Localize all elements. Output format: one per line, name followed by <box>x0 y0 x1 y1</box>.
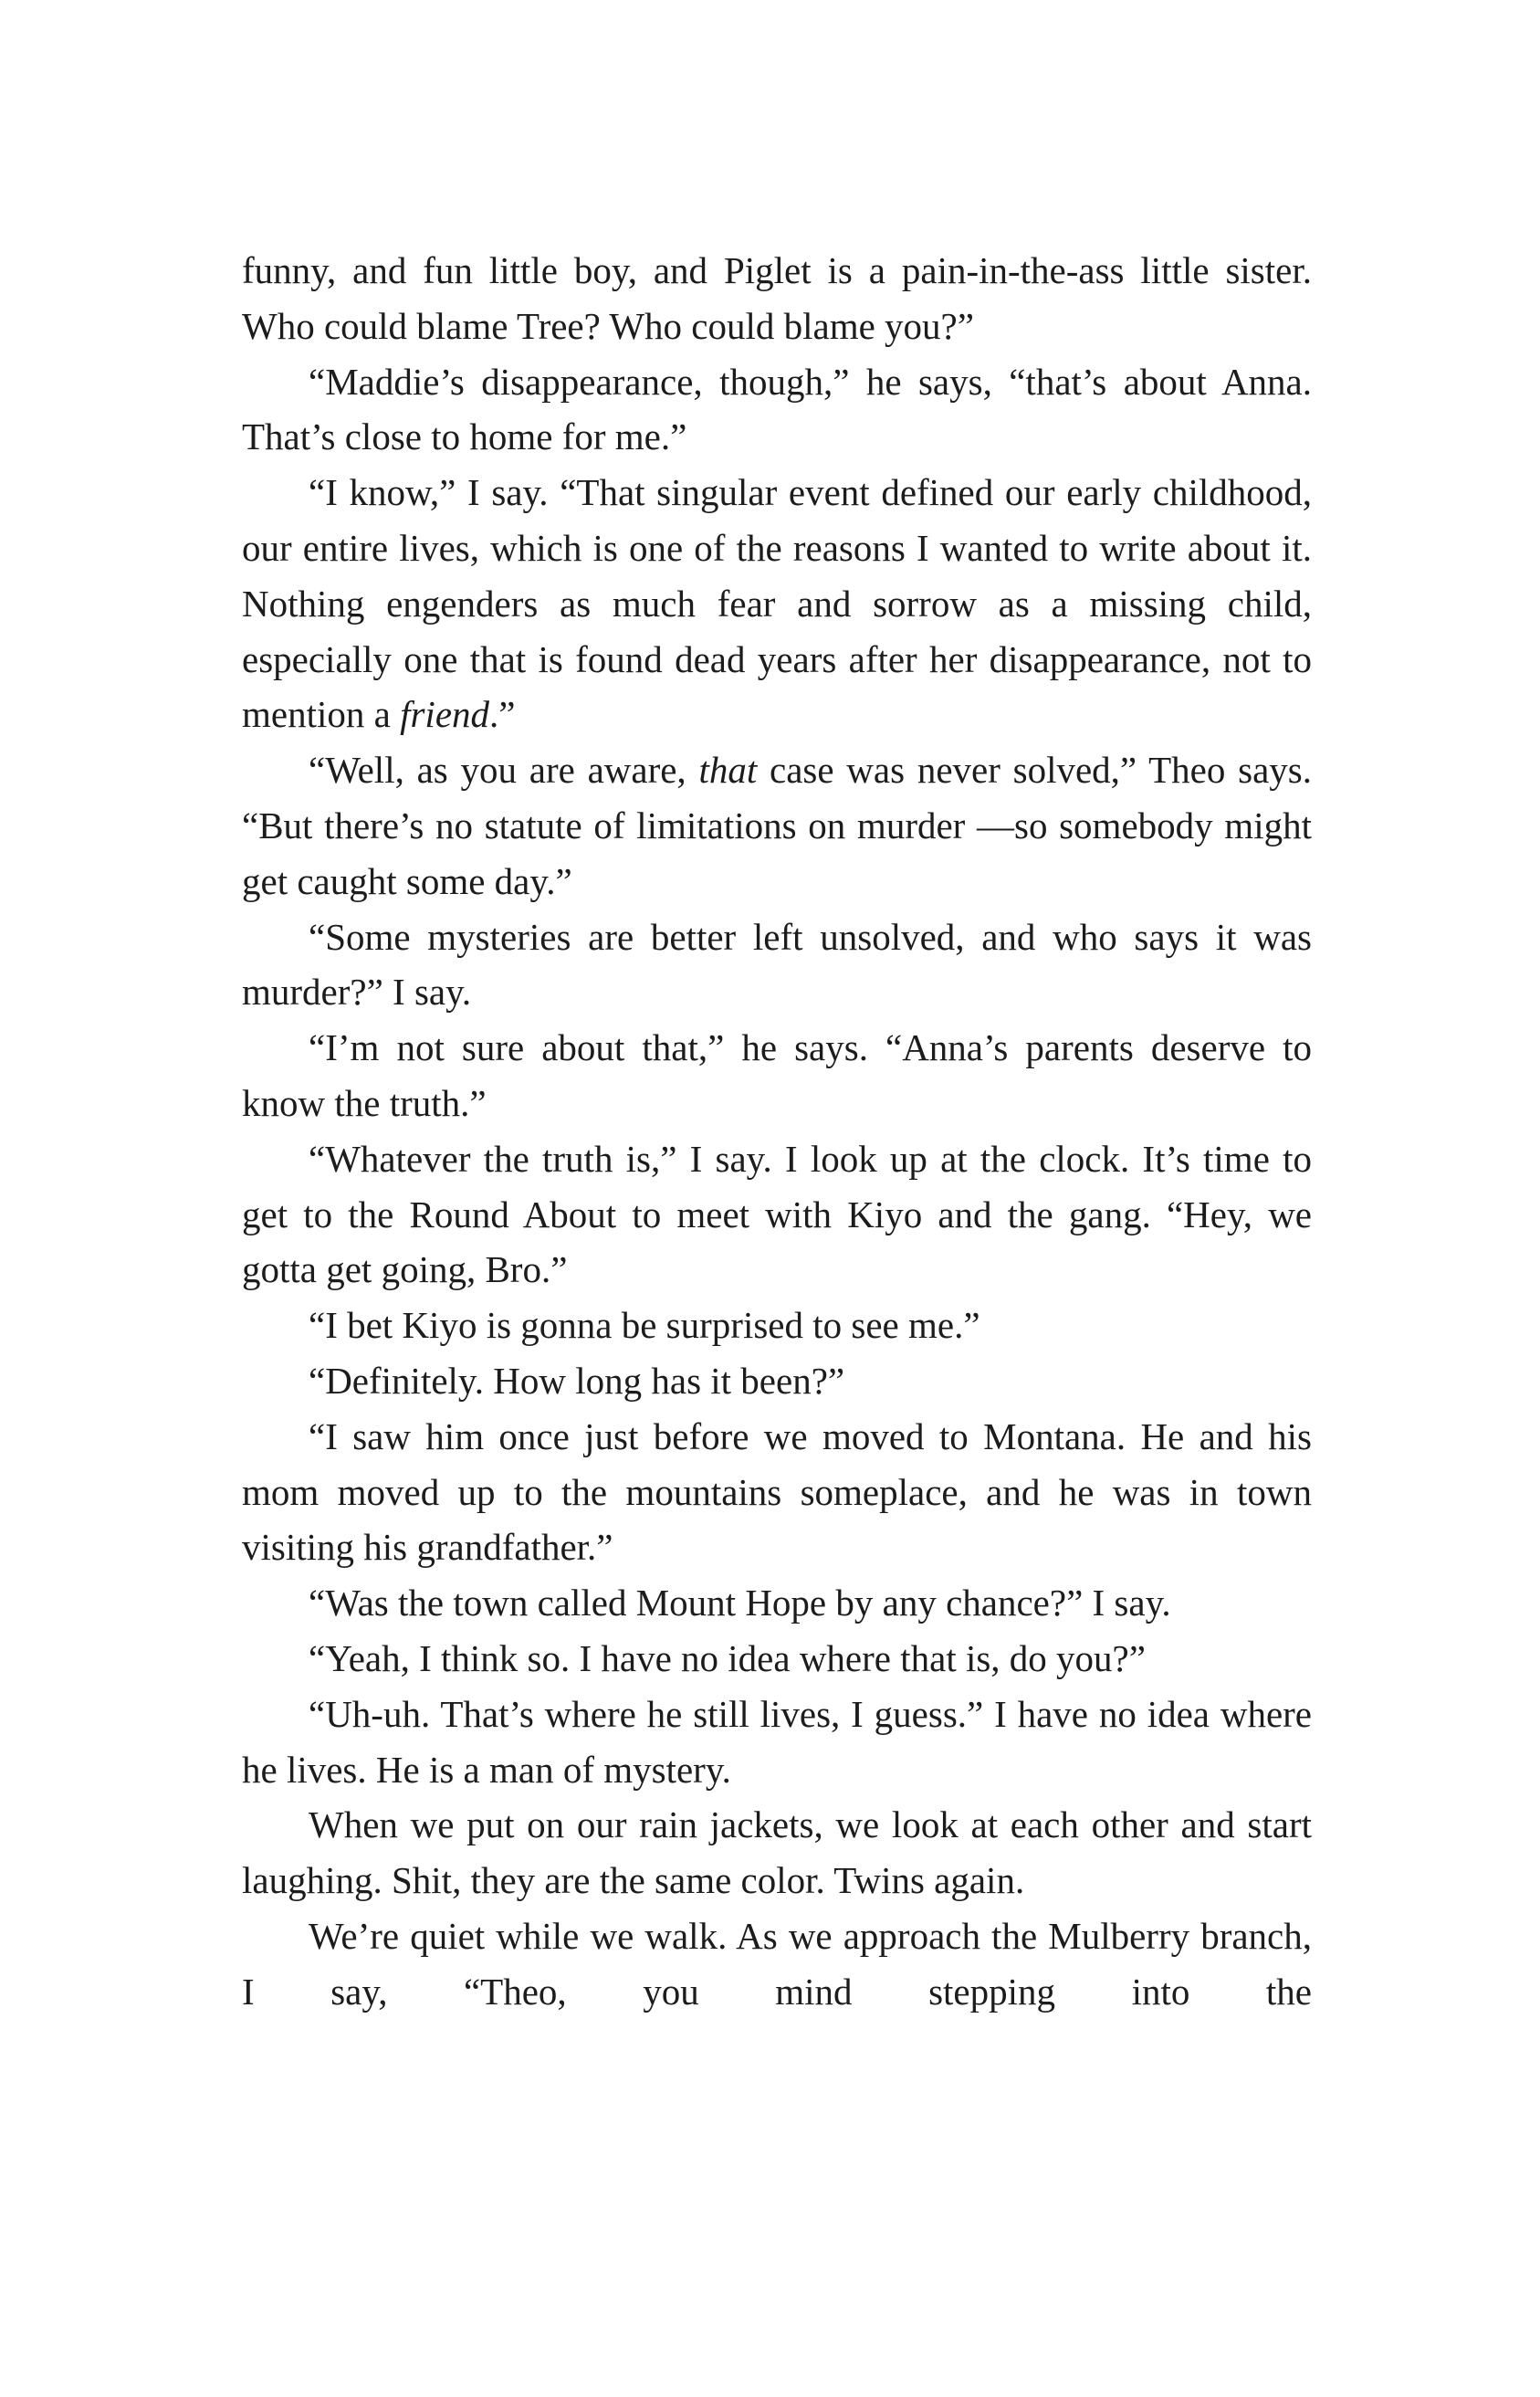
text-run: We’re quiet while we walk. As we approach the Mulberry branch, I say, “Theo, you mind stepping into the <box>242 1914 1312 2013</box>
paragraph <box>242 742 1312 909</box>
text-run: “Whatever the truth is,” I say. I look up at the clock. It’s time to get to the Round About to meet with Kiyo and the gang. “Hey, we gotta get going, Bro.” <box>242 1137 1312 1291</box>
text-run: “Was the town called Mount Hope by any chance?” I say. <box>309 1582 1171 1624</box>
text-run: “I saw him once just before we moved to Montana. He and his mom moved up to the mountains someplace, and he was in town visiting his grandfather.” <box>242 1414 1312 1569</box>
paragraph <box>242 465 1312 742</box>
text-run: funny, and fun little boy, and Piglet is a pain-in-the-ass little sister. Who could blame Tree? Who could blame you?” <box>242 249 1312 347</box>
paragraph <box>242 1908 1312 2020</box>
text-run: “I know,” I say. “That singular event defined our early childhood, our entire lives, which is one of the reasons I wanted to write about it. Nothing engenders as much fear and sorrow as a missing child, especially one that is found dead years after her disappearance, not to mention a <box>242 471 1312 736</box>
paragraph <box>242 909 1312 1021</box>
text-run: “Uh-uh. That’s where he still lives, I guess.” I have no idea where he lives. He is a man of mystery. <box>242 1692 1312 1791</box>
text-run: .” <box>489 693 516 736</box>
paragraph <box>242 1131 1312 1298</box>
paragraph <box>242 1409 1312 1575</box>
paragraph <box>242 1298 1312 1353</box>
paragraph <box>242 354 1312 466</box>
text-run: case was never solved,” Theo says. “But there’s no statute of limitations on murder —so somebody might get caught some day.” <box>242 749 1312 902</box>
paragraph <box>242 1631 1312 1687</box>
body-text <box>242 243 1312 2020</box>
paragraph <box>242 243 1312 354</box>
paragraph <box>242 1687 1312 1798</box>
text-run: “Yeah, I think so. I have no idea where that is, do you?” <box>309 1636 1146 1679</box>
text-run: “Some mysteries are better left unsolved, and who says it was murder?” I say. <box>242 915 1312 1014</box>
paragraph <box>242 1020 1312 1131</box>
paragraph <box>242 1797 1312 1908</box>
text-run: “Definitely. How long has it been?” <box>309 1359 845 1402</box>
text-run: “Well, as you are aware, <box>309 749 699 792</box>
italic-text: that <box>698 749 758 792</box>
text-run: “I’m not sure about that,” he says. “Anna’s parents deserve to know the truth.” <box>242 1026 1312 1124</box>
text-run: When we put on our rain jackets, we look at each other and start laughing. Shit, they are the same color. Twins again. <box>242 1803 1312 1902</box>
text-run: “I bet Kiyo is gonna be surprised to see me.” <box>309 1304 980 1347</box>
paragraph <box>242 1575 1312 1631</box>
paragraph <box>242 1353 1312 1409</box>
text-run: “Maddie’s disappearance, though,” he says, “that’s about Anna. That’s close to home for me.” <box>242 360 1312 458</box>
italic-text: friend <box>400 693 490 736</box>
